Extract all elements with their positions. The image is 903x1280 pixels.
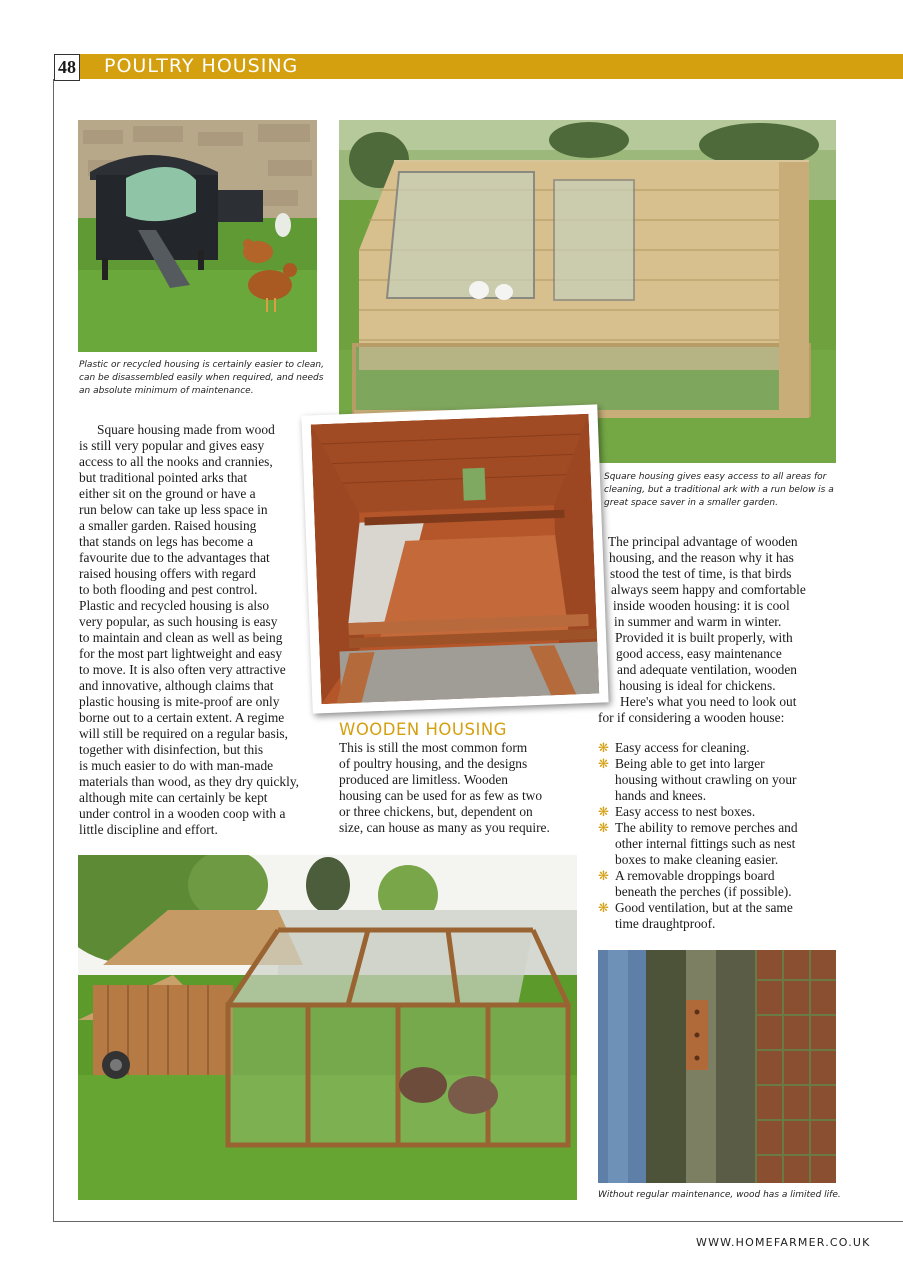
caption-line: Plastic or recycled housing is certainly easier to clean, bbox=[79, 360, 324, 370]
text-line: always seem happy and comfortable bbox=[611, 582, 806, 597]
text-line: The principal advantage of wooden bbox=[608, 534, 798, 549]
caption-line: can be disassembled easily when required, and needs bbox=[79, 373, 324, 383]
wooden-housing-text bbox=[339, 740, 579, 836]
page-number: 48 bbox=[54, 54, 80, 81]
text-line: for the most part lightweight and easy bbox=[79, 646, 283, 661]
text-line: that stands on legs has become a bbox=[79, 534, 254, 549]
text-line: of poultry housing, and the designs bbox=[339, 756, 528, 771]
text-line: for if considering a wooden house: bbox=[598, 710, 785, 725]
text-line: to move. It is also often very attractive bbox=[79, 662, 286, 677]
weathered-wood-caption bbox=[598, 1189, 848, 1202]
text-line: together with disinfection, but this bbox=[79, 742, 264, 757]
text-line: borne out to a certain extent. A regime bbox=[79, 710, 285, 725]
text-line: This is still the most common form bbox=[339, 740, 528, 755]
text-line: to maintain and clean as well as being bbox=[79, 630, 283, 645]
right-column-text bbox=[598, 534, 838, 726]
text-line: boxes to make cleaning easier. bbox=[615, 852, 779, 867]
bullet-flower-icon: ❋ bbox=[598, 868, 609, 883]
requirements-list bbox=[598, 740, 848, 932]
text-line: Good ventilation, but at the same bbox=[615, 900, 793, 915]
plastic-housing-caption bbox=[79, 359, 329, 398]
footer-url: WWW.HOMEFARMER.CO.UK bbox=[696, 1236, 871, 1249]
text-line: in summer and warm in winter. bbox=[614, 614, 782, 629]
text-line: The ability to remove perches and bbox=[615, 820, 798, 835]
interior-housing-photo bbox=[301, 404, 608, 713]
text-line: under control in a wooden coop with a bbox=[79, 806, 286, 821]
text-line: very popular, as such housing is easy bbox=[79, 614, 278, 629]
list-item bbox=[598, 868, 848, 900]
text-line: is still very popular and gives easy bbox=[79, 438, 265, 453]
text-line: beneath the perches (if possible). bbox=[615, 884, 792, 899]
bullet-flower-icon: ❋ bbox=[598, 820, 609, 835]
text-line: either sit on the ground or have a bbox=[79, 486, 256, 501]
left-column-text bbox=[79, 422, 319, 838]
text-line: Here's what you need to look out bbox=[620, 694, 797, 709]
text-line: plastic housing is mite-proof are only bbox=[79, 694, 280, 709]
wooden-housing-heading: WOODEN HOUSING bbox=[339, 720, 507, 739]
bullet-flower-icon: ❋ bbox=[598, 804, 609, 819]
text-line: housing, and the reason why it has bbox=[609, 550, 794, 565]
wooden-coop-run-photo bbox=[78, 855, 577, 1200]
caption-line: an absolute minimum of maintenance. bbox=[79, 386, 254, 396]
text-line: housing without crawling on your bbox=[615, 772, 797, 787]
text-line: produced are limitless. Wooden bbox=[339, 772, 508, 787]
text-line: other internal fittings such as nest bbox=[615, 836, 796, 851]
caption-line: cleaning, but a traditional ark with a run below is a bbox=[604, 485, 834, 495]
list-item bbox=[598, 740, 848, 756]
list-item bbox=[598, 900, 848, 932]
text-line: and adequate ventilation, wooden bbox=[617, 662, 797, 677]
caption-line: Without regular maintenance, wood has a limited life. bbox=[598, 1190, 841, 1200]
text-line: raised housing offers with regard bbox=[79, 566, 256, 581]
text-line: although mite can certainly be kept bbox=[79, 790, 268, 805]
list-item bbox=[598, 804, 848, 820]
text-line: Provided it is built properly, with bbox=[615, 630, 793, 645]
caption-line: Square housing gives easy access to all areas for bbox=[604, 472, 827, 482]
text-line: Easy access to nest boxes. bbox=[615, 804, 756, 819]
wooden-ark-caption bbox=[604, 471, 844, 510]
text-line: Plastic and recycled housing is also bbox=[79, 598, 270, 613]
text-line: hands and knees. bbox=[615, 788, 707, 803]
text-line: but traditional pointed arks that bbox=[79, 470, 248, 485]
text-line: run below can take up less space in bbox=[79, 502, 268, 517]
bullet-flower-icon: ❋ bbox=[598, 756, 609, 771]
text-line: will still be required on a regular basis, bbox=[79, 726, 288, 741]
text-line: housing can be used for as few as two bbox=[339, 788, 543, 803]
page-frame-bottom bbox=[53, 1221, 903, 1222]
text-line: inside wooden housing: it is cool bbox=[613, 598, 790, 613]
text-line: Square housing made from wood bbox=[97, 422, 275, 437]
weathered-wood-photo bbox=[598, 950, 836, 1183]
text-line: or three chickens, but, dependent on bbox=[339, 804, 533, 819]
text-line: favourite due to the advantages that bbox=[79, 550, 270, 565]
text-line: good access, easy maintenance bbox=[616, 646, 782, 661]
text-line: stood the test of time, is that birds bbox=[610, 566, 792, 581]
text-line: is much easier to do with man-made bbox=[79, 758, 274, 773]
text-line: a smaller garden. Raised housing bbox=[79, 518, 257, 533]
text-line: little discipline and effort. bbox=[79, 822, 218, 837]
plastic-housing-photo bbox=[78, 120, 317, 352]
list-item bbox=[598, 756, 848, 804]
text-line: Being able to get into larger bbox=[615, 756, 765, 771]
text-line: time draughtproof. bbox=[615, 916, 716, 931]
bullet-flower-icon: ❋ bbox=[598, 740, 609, 755]
text-line: to both flooding and pest control. bbox=[79, 582, 258, 597]
bullet-flower-icon: ❋ bbox=[598, 900, 609, 915]
text-line: access to all the nooks and crannies, bbox=[79, 454, 273, 469]
page-frame-left bbox=[53, 79, 54, 1222]
caption-line: great space saver in a smaller garden. bbox=[604, 498, 779, 508]
text-line: and innovative, although claims that bbox=[79, 678, 274, 693]
text-line: size, can house as many as you require. bbox=[339, 820, 550, 835]
text-line: materials than wood, as they dry quickly, bbox=[79, 774, 300, 789]
list-item bbox=[598, 820, 848, 868]
text-line: Easy access for cleaning. bbox=[615, 740, 750, 755]
text-line: housing is ideal for chickens. bbox=[619, 678, 776, 693]
section-title: POULTRY HOUSING bbox=[104, 55, 299, 77]
text-line: A removable droppings board bbox=[615, 868, 775, 883]
